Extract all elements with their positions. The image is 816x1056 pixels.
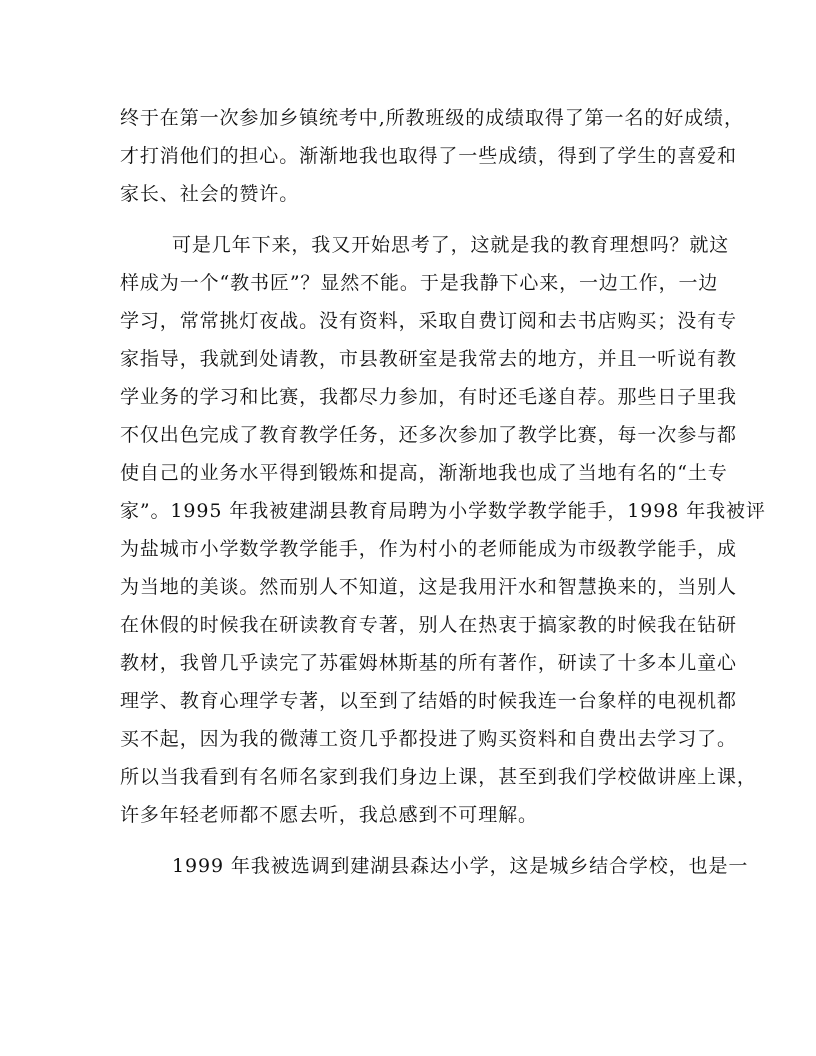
text-line-17: 买不起，因为我的微薄工资几乎都投进了购买资料和自费出去学习了。 bbox=[120, 728, 737, 750]
text-line-11: 家”。1995 年我被建湖县教育局聘为小学数学教学能手，1998 年我被评 bbox=[120, 500, 766, 522]
text-line-4: 可是几年下来，我又开始思考了，这就是我的教育理想吗？就这 bbox=[172, 234, 730, 256]
text-line-12: 为盐城市小学数学教学能手，作为村小的老师能成为市级教学能手，成 bbox=[120, 538, 737, 560]
text-line-20: 1999 年我被选调到建湖县森达小学，这是城乡结合学校，也是一 bbox=[172, 855, 749, 877]
text-line-14: 在休假的时候我在研读教育专著，别人在热衷于搞家教的时候我在钻研 bbox=[120, 614, 737, 636]
text-line-5: 样成为一个“教书匠”？显然不能。于是我静下心来，一边工作，一边 bbox=[120, 272, 719, 294]
text-line-9: 不仅出色完成了教育教学任务，还多次参加了教学比赛，每一次参与都 bbox=[120, 424, 737, 446]
text-line-1: 终于在第一次参加乡镇统考中,所教班级的成绩取得了第一名的好成绩， bbox=[120, 107, 744, 129]
text-line-8: 学业务的学习和比赛，我都尽力参加，有时还毛遂自荐。那些日子里我 bbox=[120, 386, 737, 408]
text-line-15: 教材，我曾几乎读完了苏霍姆林斯基的所有著作，研读了十多本儿童心 bbox=[120, 652, 737, 674]
text-line-3: 家长、社会的赞许。 bbox=[120, 183, 300, 205]
text-line-2: 才打消他们的担心。渐渐地我也取得了一些成绩，得到了学生的喜爱和 bbox=[120, 145, 737, 167]
text-line-18: 所以当我看到有名师名家到我们身边上课，甚至到我们学校做讲座上课， bbox=[120, 766, 757, 788]
text-line-7: 家指导，我就到处请教，市县教研室是我常去的地方，并且一听说有教 bbox=[120, 348, 737, 370]
text-line-6: 学习，常常挑灯夜战。没有资料，采取自费订阅和去书店购买；没有专 bbox=[120, 310, 737, 332]
text-line-10: 使自己的业务水平得到锻炼和提高，渐渐地我也成了当地有名的“土专 bbox=[120, 462, 728, 484]
text-line-13: 为当地的美谈。然而别人不知道，这是我用汗水和智慧换来的，当别人 bbox=[120, 576, 737, 598]
text-line-19: 许多年轻老师都不愿去听，我总感到不可理解。 bbox=[120, 804, 538, 826]
text-line-16: 理学、教育心理学专著，以至到了结婚的时候我连一台象样的电视机都 bbox=[120, 690, 737, 712]
